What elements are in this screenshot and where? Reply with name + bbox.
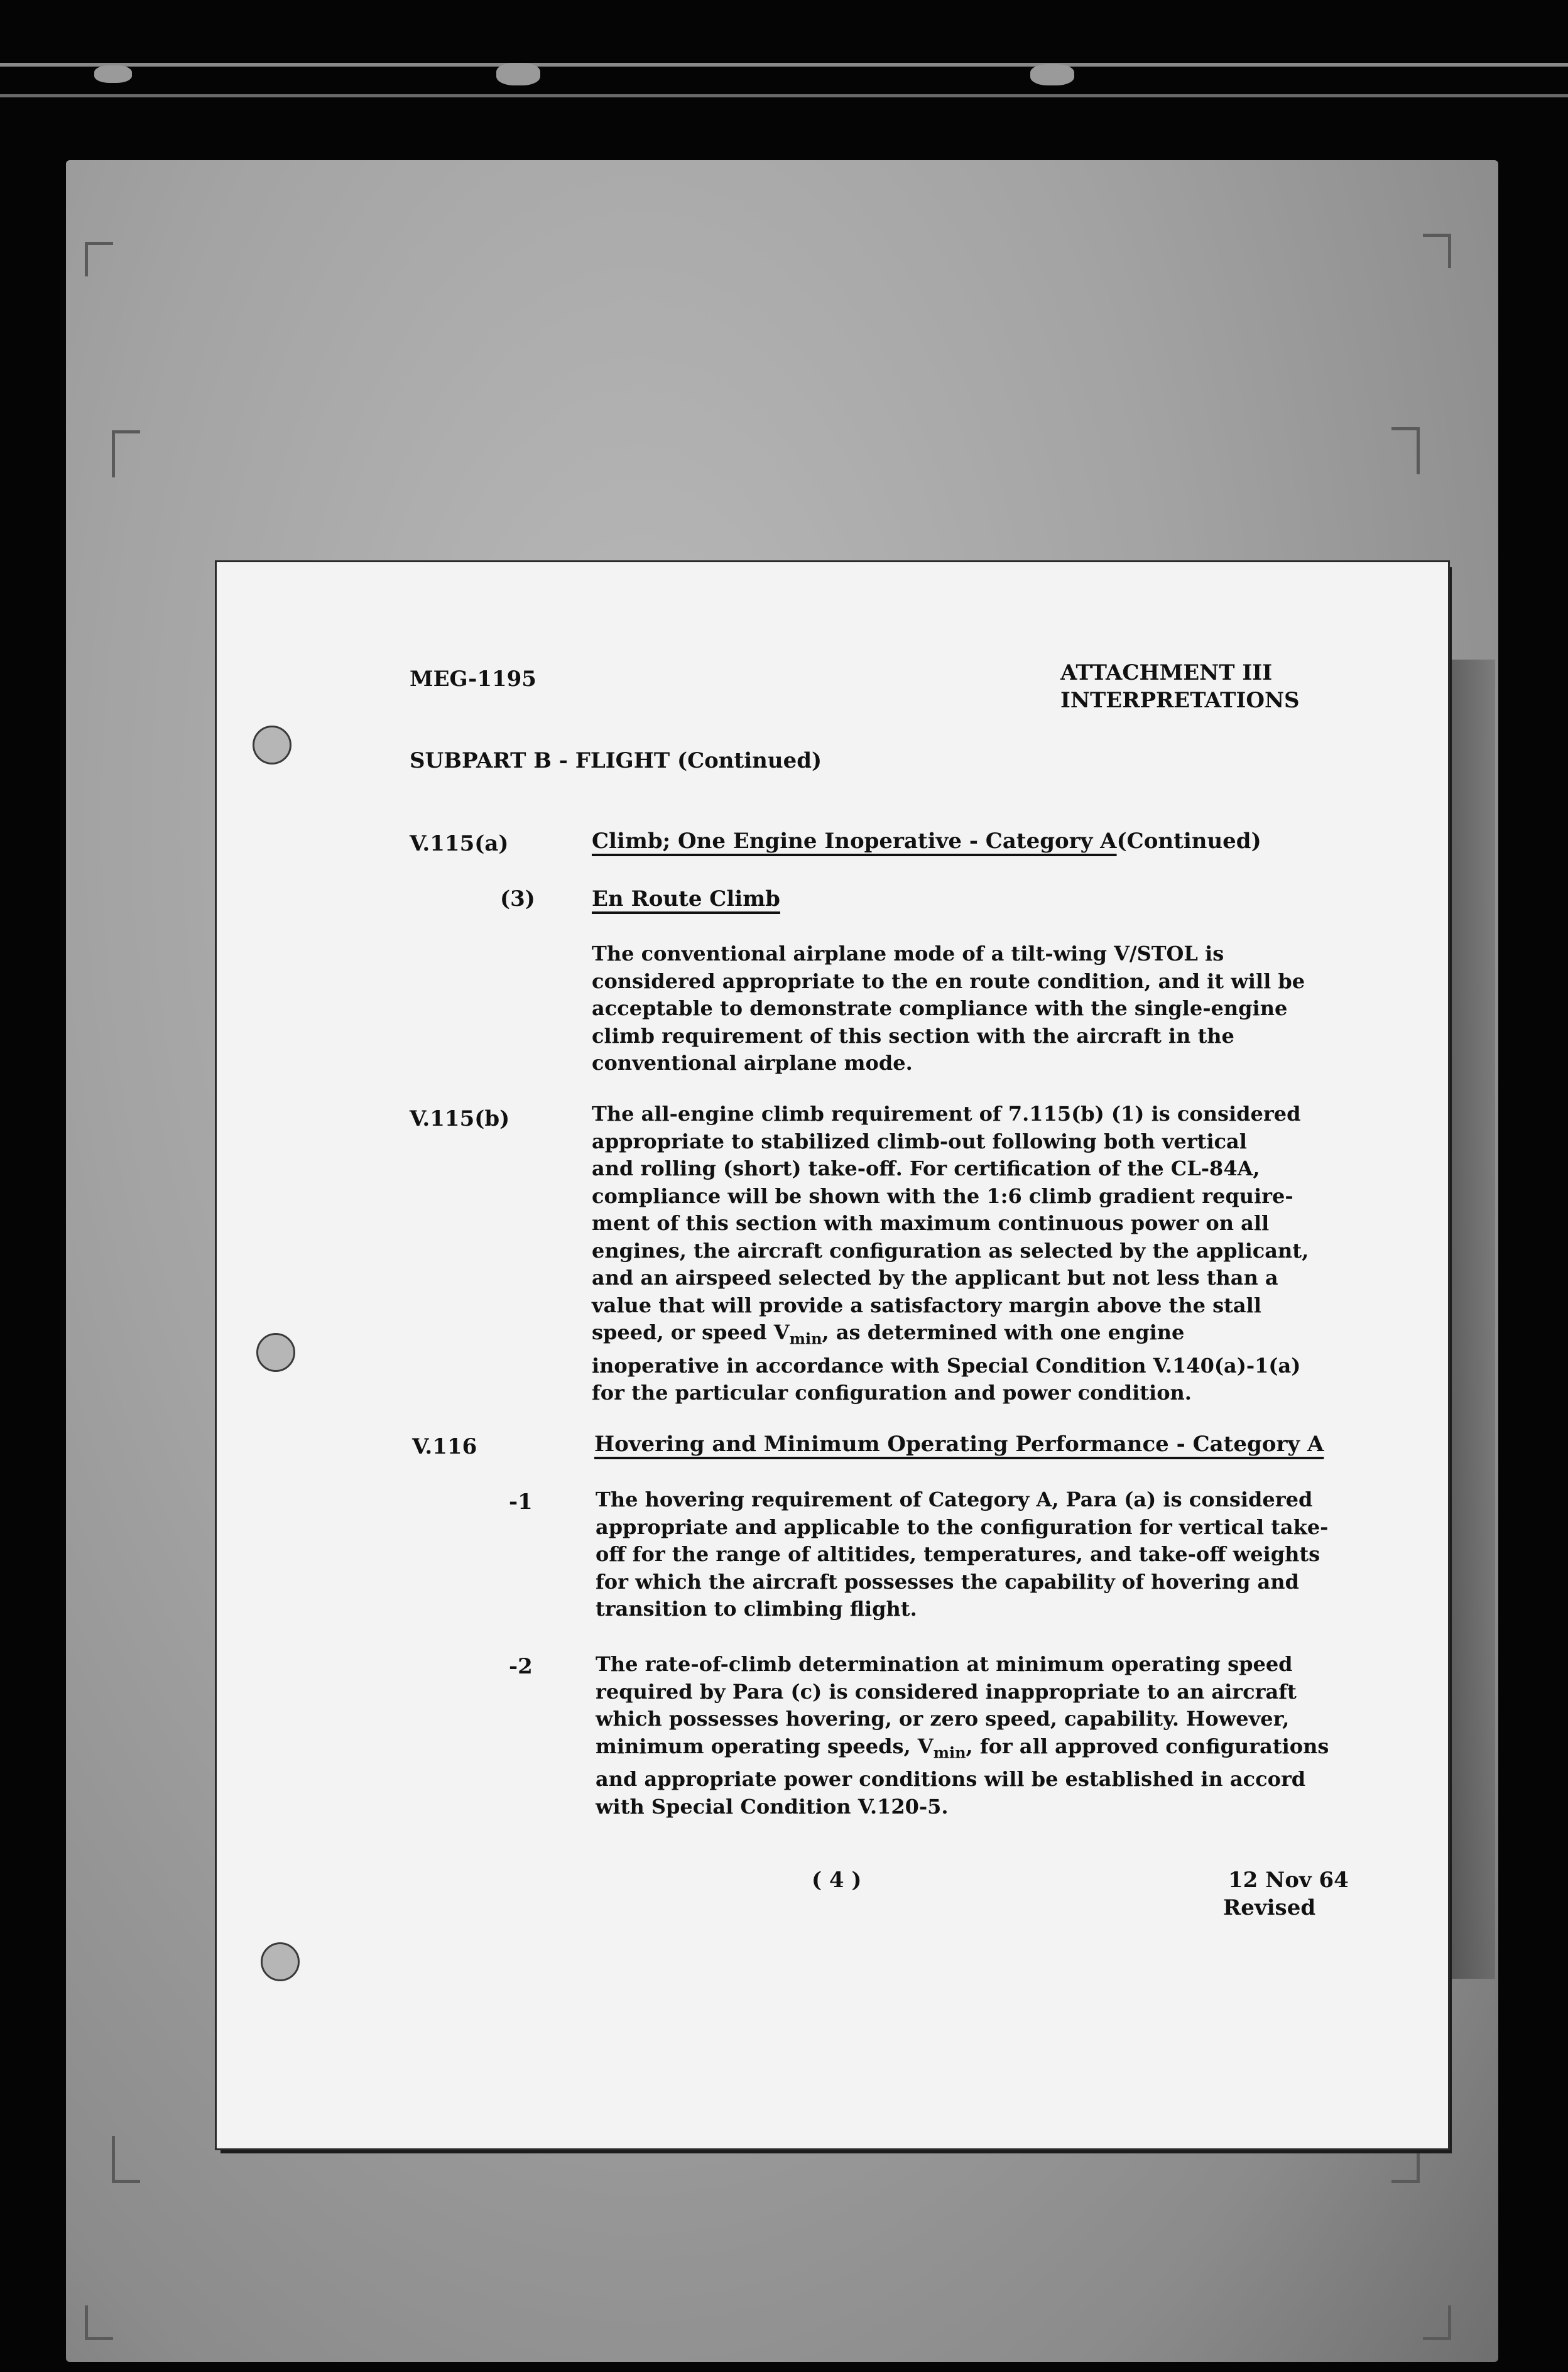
paragraph-line [596, 1733, 1329, 1766]
paragraph-line: and rolling (short) take-off. For certification of the CL-84A, [592, 1156, 1260, 1180]
paragraph-line: The all-engine climb requirement of 7.115(b) (1) is considered [592, 1102, 1301, 1126]
paragraph-line: appropriate to stabilized climb-out following both vertical [592, 1129, 1247, 1153]
paragraph-line: and an airspeed selected by the applicant but not less than a [592, 1266, 1278, 1290]
corner-mark [1423, 2305, 1451, 2340]
paragraph-line: appropriate and applicable to the configuration for vertical take- [596, 1515, 1329, 1539]
paragraph-line: off for the range of altitides, temperatures, and take-off weights [596, 1542, 1320, 1566]
v116-item1-number: -1 [509, 1489, 533, 1515]
revision-date: 12 Nov 64 [1228, 1868, 1349, 1893]
corner-mark [1391, 427, 1420, 474]
v115a-ref: V.115(a) [410, 831, 509, 856]
paragraph-line [592, 1319, 1309, 1352]
v115a-title: Climb; One Engine Inoperative - Category A [592, 829, 1117, 854]
film-speck [1030, 64, 1074, 85]
paragraph-line: conventional airplane mode. [592, 1051, 913, 1075]
paragraph-line: which possesses hovering, or zero speed, capability. However, [596, 1707, 1290, 1731]
film-edge-line [0, 63, 1568, 67]
paragraph-line: inoperative in accordance with Special Condition V.140(a)-1(a) [592, 1353, 1301, 1378]
line-text: , as determined with one engine [822, 1320, 1185, 1344]
punch-hole [261, 1942, 300, 1981]
film-edge-line [0, 94, 1568, 97]
paragraph-line: required by Para (c) is considered inappropriate to an aircraft [596, 1679, 1297, 1704]
corner-mark [85, 2305, 113, 2340]
v115b-paragraph [592, 1101, 1309, 1407]
paragraph-line: for the particular configuration and power condition. [592, 1381, 1192, 1405]
section-title: INTERPRETATIONS [1060, 688, 1300, 713]
corner-mark [1423, 234, 1451, 268]
v115a-item-number: (3) [500, 886, 535, 911]
line-text: , for all approved configurations [966, 1734, 1329, 1758]
paragraph-line: acceptable to demonstrate compliance with the single-engine [592, 996, 1288, 1020]
paragraph-line: considered appropriate to the en route condition, and it will be [592, 969, 1305, 993]
paragraph-line: engines, the aircraft configuration as selected by the applicant, [592, 1238, 1309, 1263]
subscript-text: min [933, 1743, 966, 1761]
subscript-text: min [789, 1329, 822, 1348]
corner-mark [112, 2136, 140, 2183]
v115a-paragraph [592, 940, 1305, 1077]
paragraph-line: transition to climbing flight. [596, 1597, 917, 1621]
corner-mark [112, 430, 140, 477]
paragraph-line: climb requirement of this section with the aircraft in the [592, 1023, 1234, 1048]
v115a-item-title: En Route Climb [592, 886, 780, 911]
film-speck [94, 65, 132, 83]
subpart-heading: SUBPART B - FLIGHT (Continued) [410, 748, 822, 773]
paragraph-line: and appropriate power conditions will be established in accord [596, 1767, 1306, 1792]
v115b-ref: V.115(b) [410, 1106, 510, 1131]
paragraph-line: value that will provide a satisfactory margin above the stall [592, 1293, 1261, 1317]
paragraph-line: compliance will be shown with the 1:6 climb gradient require- [592, 1183, 1293, 1208]
v116-item2-paragraph [596, 1651, 1329, 1820]
paragraph-line: for which the aircraft possesses the capability of hovering and [596, 1569, 1299, 1594]
line-text: speed, or speed V [592, 1320, 790, 1344]
paragraph-line: The hovering requirement of Category A, Para (a) is considered [596, 1488, 1313, 1511]
line-text: minimum operating speeds, V [596, 1734, 934, 1758]
paragraph-line: The rate-of-climb determination at minimum operating speed [596, 1652, 1293, 1676]
punch-hole [256, 1333, 295, 1372]
v115a-title-row [592, 828, 1261, 856]
paragraph-line: ment of this section with maximum continuous power on all [592, 1211, 1270, 1235]
attachment-label: ATTACHMENT III [1060, 660, 1273, 685]
document-id: MEG-1195 [410, 666, 536, 692]
film-speck [496, 63, 540, 85]
v116-item1-paragraph [596, 1486, 1328, 1623]
v116-title: Hovering and Minimum Operating Performance - Category A [594, 1432, 1324, 1457]
v116-item2-number: -2 [509, 1654, 533, 1679]
revision-status: Revised [1223, 1895, 1316, 1920]
paragraph-line: The conventional airplane mode of a tilt-wing V/STOL is [592, 942, 1224, 966]
v115a-title-suffix: (Continued) [1116, 829, 1261, 854]
page-number: ( 4 ) [812, 1868, 862, 1893]
paragraph-line: with Special Condition V.120-5. [596, 1794, 949, 1819]
punch-hole [253, 726, 291, 764]
v116-ref: V.116 [412, 1434, 477, 1459]
corner-mark [85, 242, 113, 276]
